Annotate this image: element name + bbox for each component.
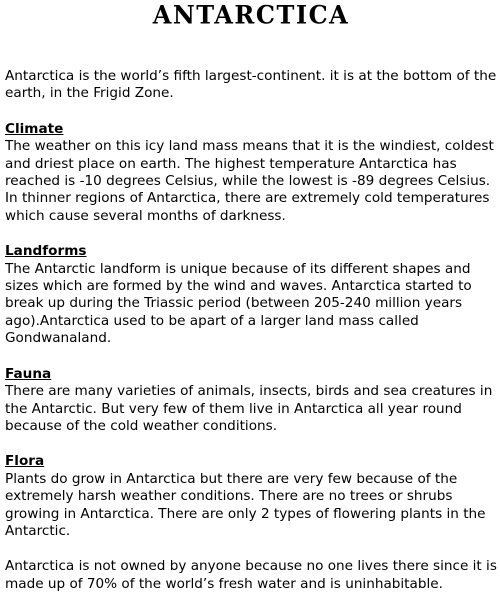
section-body-flora: Plants do grow in Antarctica but there are very few because of the extremely harsh weather conditions. There are no trees or shrubs growing in Antarctica. There are only 2 types of flowering plants in the Antarctic. <box>5 470 486 539</box>
section-body-landforms: The Antarctic landform is unique because of its different shapes and sizes which are formed by the wind and waves. Antarctica started to break up during the Triassic period (between 205-240 million years ago).Antarctica used to be apart of a larger land mass called Gondwanaland. <box>5 260 472 347</box>
section-landforms <box>5 243 497 347</box>
document-page <box>5 0 497 593</box>
section-heading-fauna: Fauna <box>5 365 52 382</box>
section-heading-flora: Flora <box>5 453 45 470</box>
section-climate <box>5 121 497 225</box>
section-fauna <box>5 366 497 436</box>
section-heading-climate: Climate <box>5 120 64 137</box>
section-body-fauna: There are many varieties of animals, insects, birds and sea creatures in the Antarctic. But very few of them live in Antarctica all year round because of the cold weather conditions. <box>5 383 493 434</box>
closing-paragraph: Antarctica is not owned by anyone because no one lives there since it is made up of 70% of the world’s fresh water and is uninhabitable. <box>5 558 497 592</box>
page-title: ANTARCTICA <box>152 0 350 30</box>
section-heading-landforms: Landforms <box>5 243 87 260</box>
section-flora <box>5 453 497 540</box>
section-body-climate: The weather on this icy land mass means that it is the windiest, coldest and driest place on earth. The highest temperature Antarctica has reached is -10 degrees Celsius, while the lowest is -89 degrees Celsius. In thinner regions of Antarctica, there are extremely cold temperatures which cause several months of darkness. <box>5 138 494 224</box>
intro-paragraph: Antarctica is the world’s fifth largest-continent. it is at the bottom of the earth, in the Frigid Zone. <box>5 68 497 102</box>
